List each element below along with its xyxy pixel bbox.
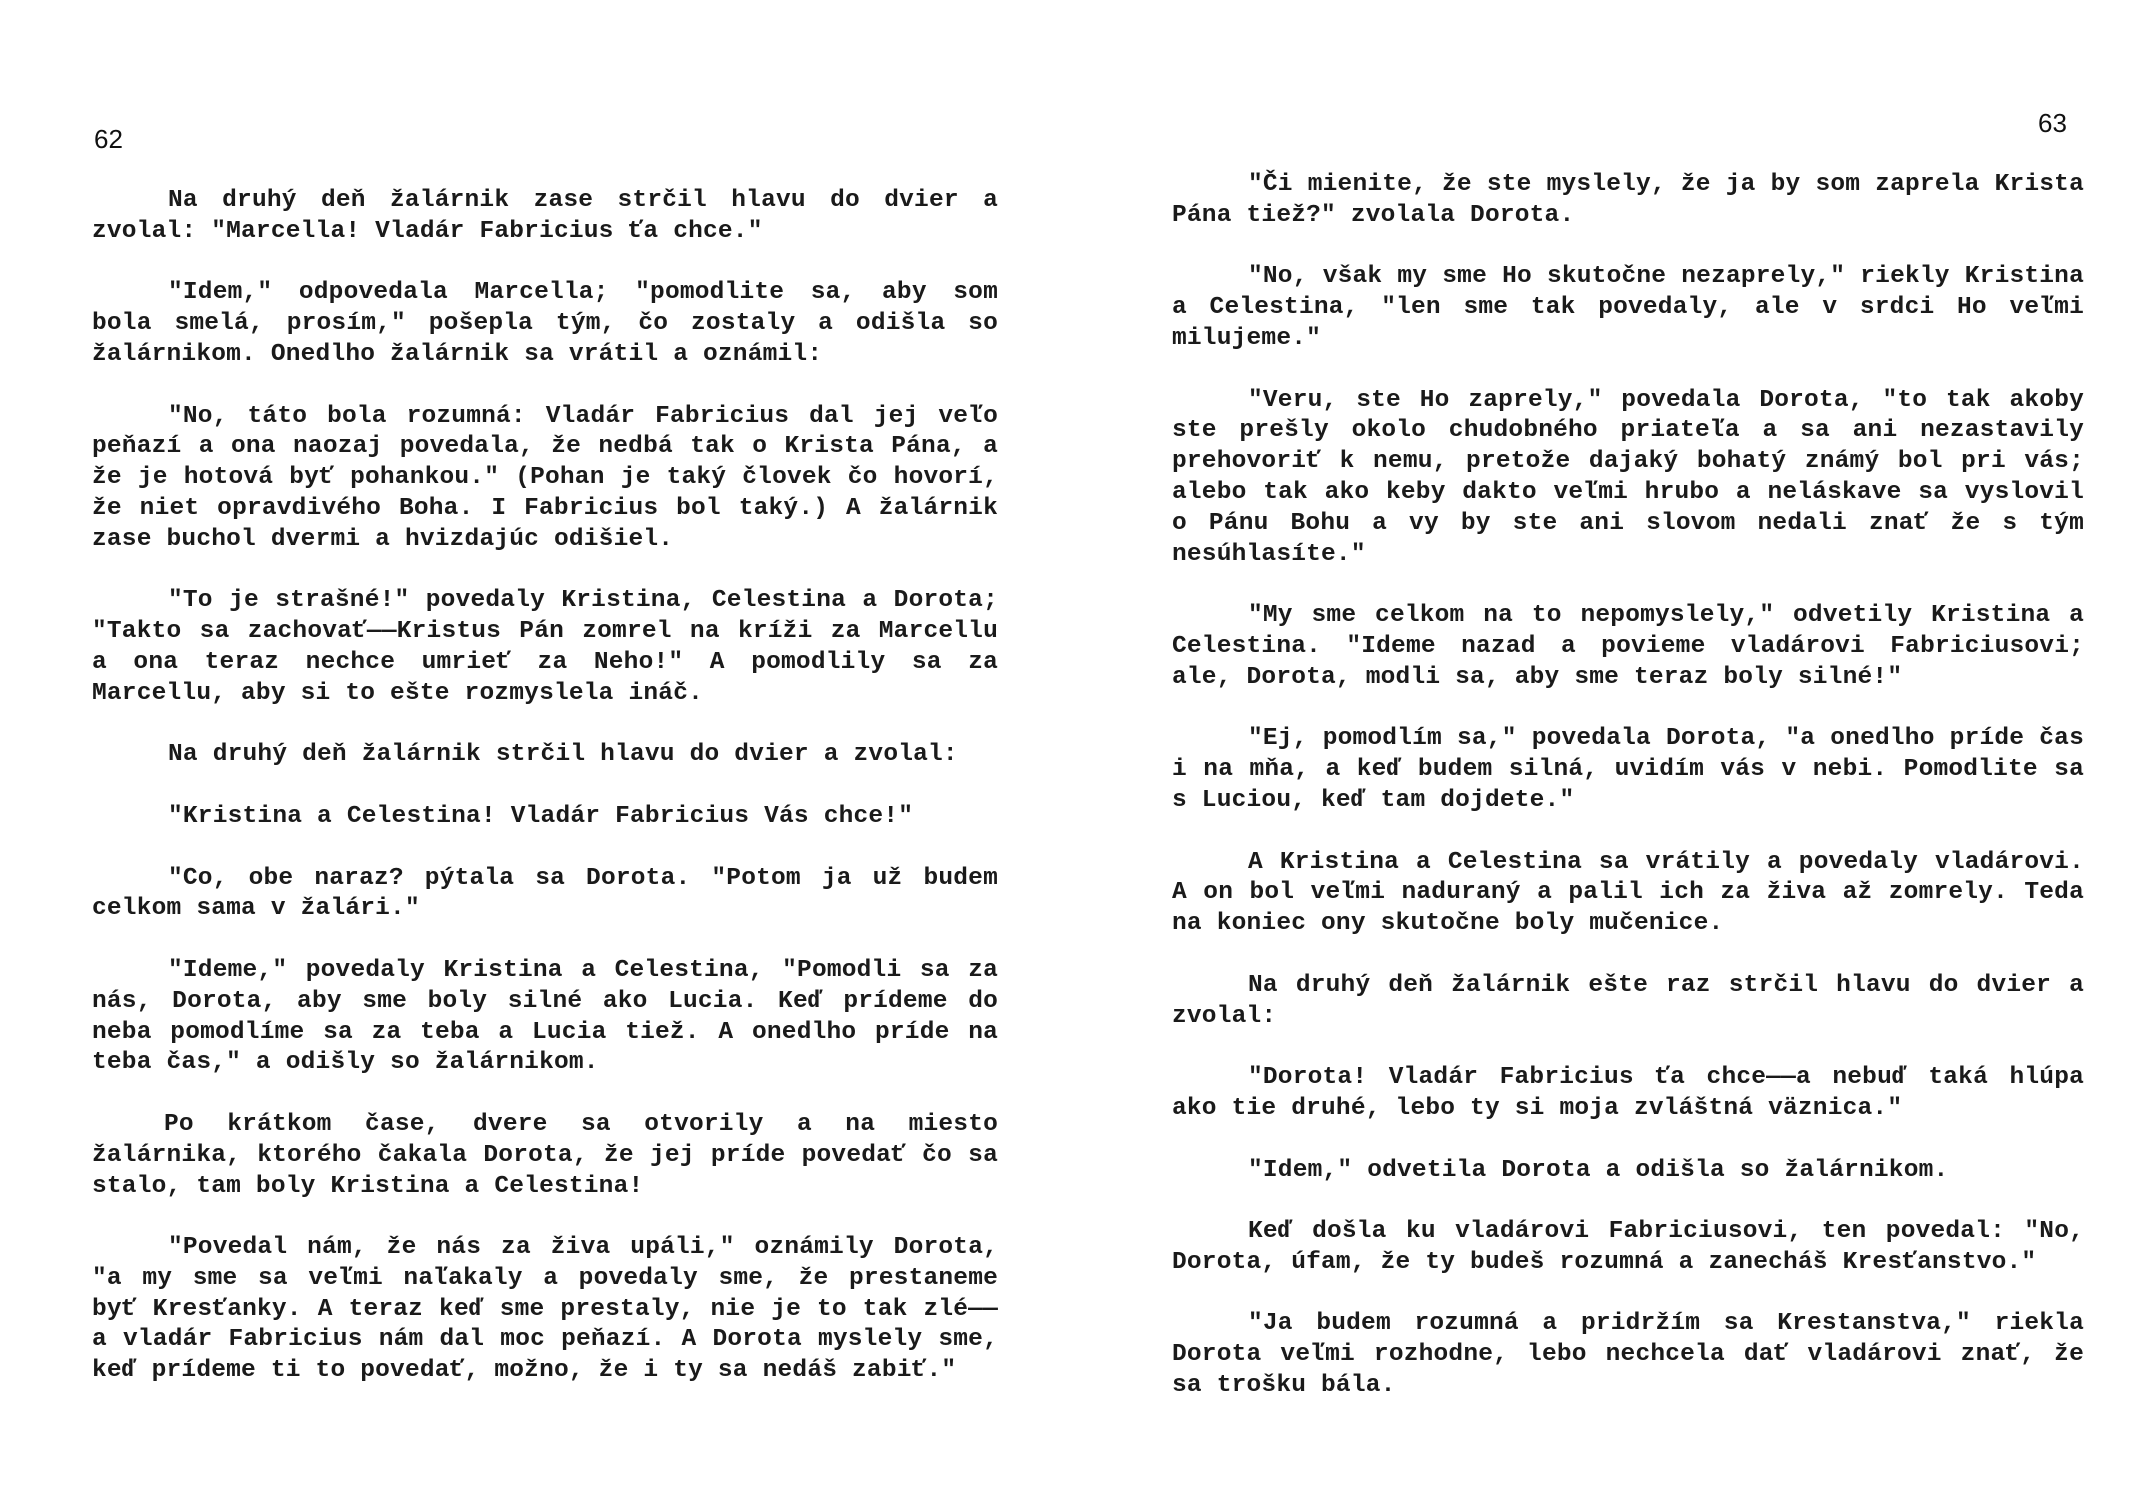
paragraph: Keď došla ku vladárovi Fabriciusovi, ten povedal: "No, Dorota, úfam, že ty budeš rozumná a zanecháš Kresťanstvo."	[1172, 1218, 2084, 1276]
paragraph: "Ideme," povedaly Kristina a Celestina, "Pomodli sa za nás, Dorota, aby sme boly silné ako Lucia. Keď prídeme do neba pomodlíme sa za teba a Lucia tiež. A onedlho príde na teba čas," a odišly so žalárnikom.	[92, 956, 998, 1077]
paragraph: "Idem," odpovedala Marcella; "pomodlite sa, aby som bola smelá, prosím," pošepla tým, čo zostaly a odišla so žalárnikom. Onedlho žalárnik sa vrátil a oznámil:	[92, 279, 998, 368]
paragraph: "Ja budem rozumná a pridržím sa Krestanstva," riekla Dorota veľmi rozhodne, lebo nechcela dať vladárovi znať, že sa trošku bála.	[1172, 1310, 2084, 1400]
paragraph: "My sme celkom na to nepomyslely," odvetily Kristina a Celestina. "Ideme nazad a povieme vladárovi Fabriciusovi; ale, Dorota, modli sa, aby sme teraz boly silné!"	[1172, 602, 2084, 691]
paragraph: "Co, obe naraz? pýtala sa Dorota. "Potom ja už budem celkom sama v žalári."	[92, 864, 998, 923]
paragraph: Na druhý deň žalárnik zase strčil hlavu do dvier a zvolal: "Marcella! Vladár Fabricius ťa chce."	[92, 187, 998, 245]
paragraph: "To je strašné!" povedaly Kristina, Celestina a Dorota; "Takto sa zachovať——Kristus Pán zomrel na kríži za Marcellu a ona teraz nechce umrieť za Neho!" A pomodlily sa za Marcellu, aby si to ešte rozmyslela ináč.	[92, 587, 998, 707]
paragraph: "Povedal nám, že nás za živa upáli," oznámily Dorota, "a my sme sa veľmi naľakaly a povedaly sme, že prestaneme byť Kresťanky. A teraz keď sme prestaly, nie je to tak zlé——a vladár Fabricius nám dal moc peňazí. A Dorota myslely sme, keď prídeme ti to povedať, možno, že i ty sa nedáš zabiť."	[92, 1234, 998, 1385]
page-number: 62	[94, 124, 123, 154]
paragraph: "Či mienite, že ste myslely, že ja by som zaprela Krista Pána tiež?" zvolala Dorota.	[1172, 171, 2084, 229]
paragraph: A Kristina a Celestina sa vrátily a povedaly vladárovi. A on bol veľmi naduraný a palil ich za živa až zomrely. Teda na koniec ony skutočne boly mučenice.	[1172, 848, 2084, 938]
paragraph: Po krátkom čase, dvere sa otvorily a na miesto žalárnika, ktorého čakala Dorota, že jej príde povedať čo sa stalo, tam boly Kristina a Celestina!	[92, 1110, 998, 1200]
paragraph: Na druhý deň žalárnik ešte raz strčil hlavu do dvier a zvolal:	[1172, 971, 2084, 1030]
paragraph: "Dorota! Vladár Fabricius ťa chce——a nebuď taká hlúpa ako tie druhé, lebo ty si moja zvláštná väznica."	[1172, 1064, 2084, 1122]
right-page	[1060, 0, 2142, 1500]
page-text	[1172, 170, 2084, 1433]
page-text	[92, 186, 998, 1418]
paragraph: Na druhý deň žalárnik strčil hlavu do dvier a zvolal:	[168, 741, 958, 769]
page-number: 63	[2038, 108, 2067, 138]
left-page	[0, 0, 1060, 1500]
paragraph: "Kristina a Celestina! Vladár Fabricius Vás chce!"	[168, 802, 914, 830]
paragraph: "Veru, ste Ho zaprely," povedala Dorota, "to tak akoby ste prešly okolo chudobného priateľa a sa ani nezastavily prehovoriť k nemu, pretože dajaký bohatý známý bol pri vás; alebo tak ako keby dakto veľmi hrubo a neláskave sa vyslovil o Pánu Bohu a vy by ste ani slovom nedali znať že s tým nesúhlasíte."	[1172, 386, 2084, 568]
paragraph: "Idem," odvetila Dorota a odišla so žalárnikom.	[1248, 1156, 1949, 1184]
paragraph: "No, táto bola rozumná: Vladár Fabricius dal jej veľo peňazí a ona naozaj povedala, že nedbá tak o Krista Pána, a že je hotová byť pohankou." (Pohan je taký človek čo hovorí, že niet opravdivého Boha. I Fabricius bol taký.) A žalárnik zase buchol dvermi a hvizdajúc odišiel.	[92, 402, 998, 553]
paragraph: "No, však my sme Ho skutočne nezaprely," riekly Kristina a Celestina, "len sme tak povedaly, ale v srdci Ho veľmi milujeme."	[1172, 263, 2084, 352]
paragraph: "Ej, pomodlím sa," povedala Dorota, "a onedlho príde čas i na mňa, a keď budem silná, uvidím vás v nebi. Pomodlite sa s Luciou, keď tam dojdete."	[1172, 725, 2084, 814]
